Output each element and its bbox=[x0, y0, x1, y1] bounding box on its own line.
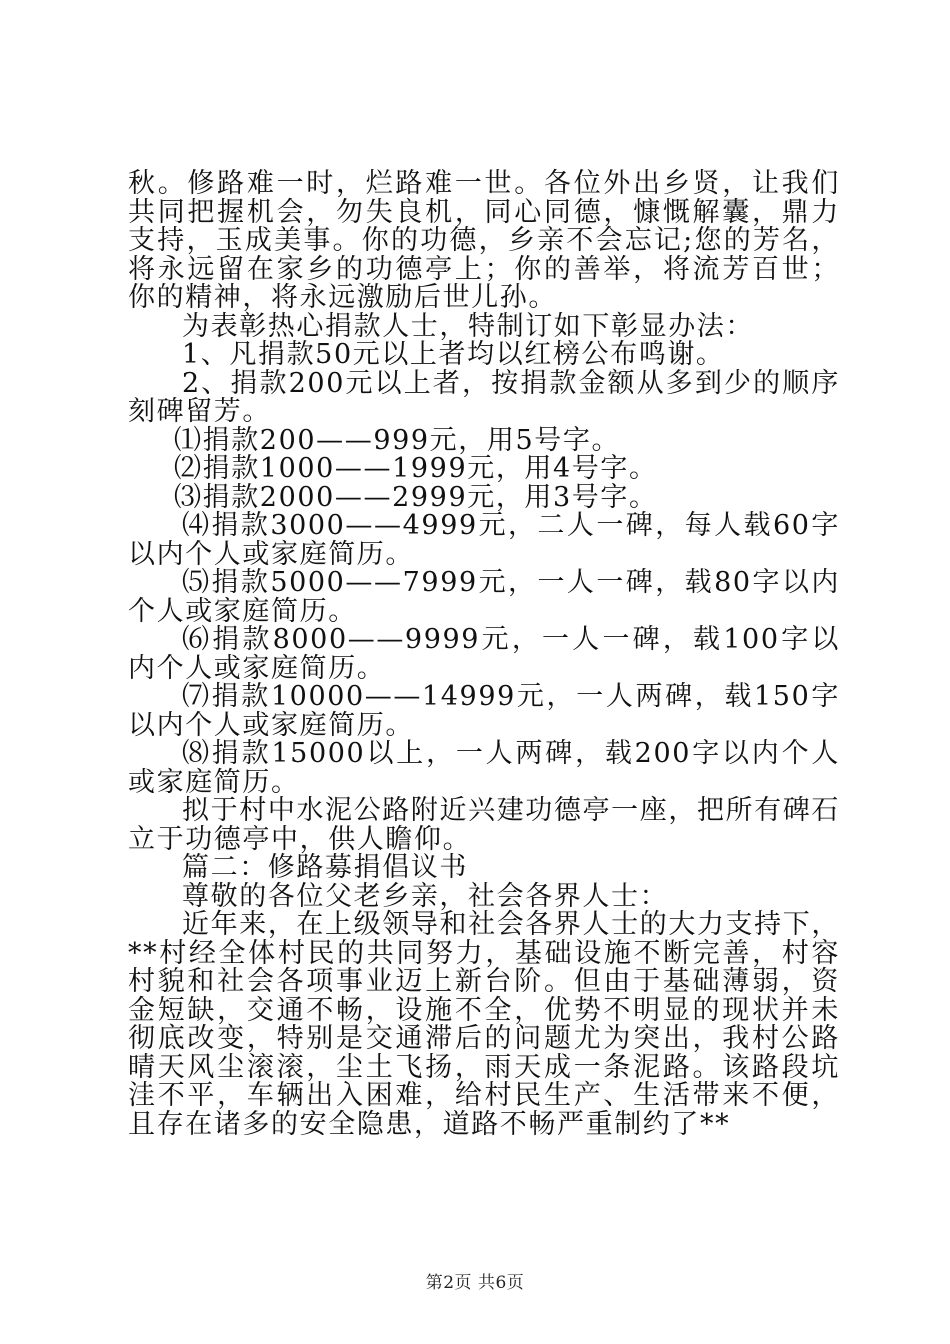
paragraph-tier-1: ⑴捐款200——999元，用5号字。 bbox=[174, 424, 621, 456]
paragraph-tier-5: ⑸捐款5000——7999元，一人一碑，载80字以内个人或家庭简历。 bbox=[128, 567, 840, 627]
paragraph-rule-2: 2、捐款200元以上者，按捐款金额从多到少的顺序刻碑留芳。 bbox=[128, 367, 840, 427]
section-heading-part-two: 篇二：修路募捐倡议书 bbox=[182, 852, 468, 883]
document-body bbox=[128, 170, 840, 1139]
paragraph-background: 近年来，在上级领导和社会各界人士的大力支持下，**村经全体村民的共同努力，基础设施不断完善，村容村貌和社会各项事业迈上新台阶。但由于基础薄弱，资金短缺，交通不畅，设施不全，优势不明显的现状并未彻底改变，特别是交通滞后的问题尤为突出，我村公路晴天风尘滚滚，尘土飞扬，雨天成一条泥路。该路段坑洼不平，车辆出入困难，给村民生产、生活带来不便，且存在诸多的安全隐患，道路不畅严重制约了** bbox=[128, 909, 840, 1140]
paragraph-pavilion-plan: 拟于村中水泥公路附近兴建功德亭一座，把所有碑石立于功德亭中，供人瞻仰。 bbox=[128, 795, 840, 855]
page-number-footer: 第2页 共6页 bbox=[425, 1273, 525, 1293]
paragraph-tier-3: ⑶捐款2000——2999元，用3号字。 bbox=[174, 481, 658, 513]
paragraph-rule-1: 1、凡捐款50元以上者均以红榜公布鸣谢。 bbox=[182, 339, 725, 370]
paragraph-commendation-intro: 为表彰热心捐款人士，特制订如下彰显办法： bbox=[182, 310, 754, 342]
paragraph-appeal-closing: 秋。修路难一时，烂路难一世。各位外出乡贤，让我们共同把握机会，勿失良机，同心同德，慷慨解囊，鼎力支持，玉成美事。你的功德，乡亲不会忘记;您的芳名，将永远留在家乡的功德亭上；你的善举，将流芳百世；你的精神，将永远激励后世儿孙。 bbox=[128, 168, 840, 313]
paragraph-salutation: 尊敬的各位父老乡亲，社会各界人士： bbox=[182, 880, 669, 912]
paragraph-tier-4: ⑷捐款3000——4999元，二人一碑，每人载60字以内个人或家庭简历。 bbox=[128, 510, 840, 570]
paragraph-tier-2: ⑵捐款1000——1999元，用4号字。 bbox=[174, 453, 658, 484]
paragraph-tier-7: ⑺捐款10000——14999元，一人两碑，载150字以内个人或家庭简历。 bbox=[128, 681, 840, 741]
paragraph-tier-6: ⑹捐款8000——9999元，一人一碑，载100字以内个人或家庭简历。 bbox=[128, 624, 840, 684]
paragraph-tier-8: ⑻捐款15000以上，一人两碑，载200字以内个人或家庭简历。 bbox=[128, 738, 840, 798]
